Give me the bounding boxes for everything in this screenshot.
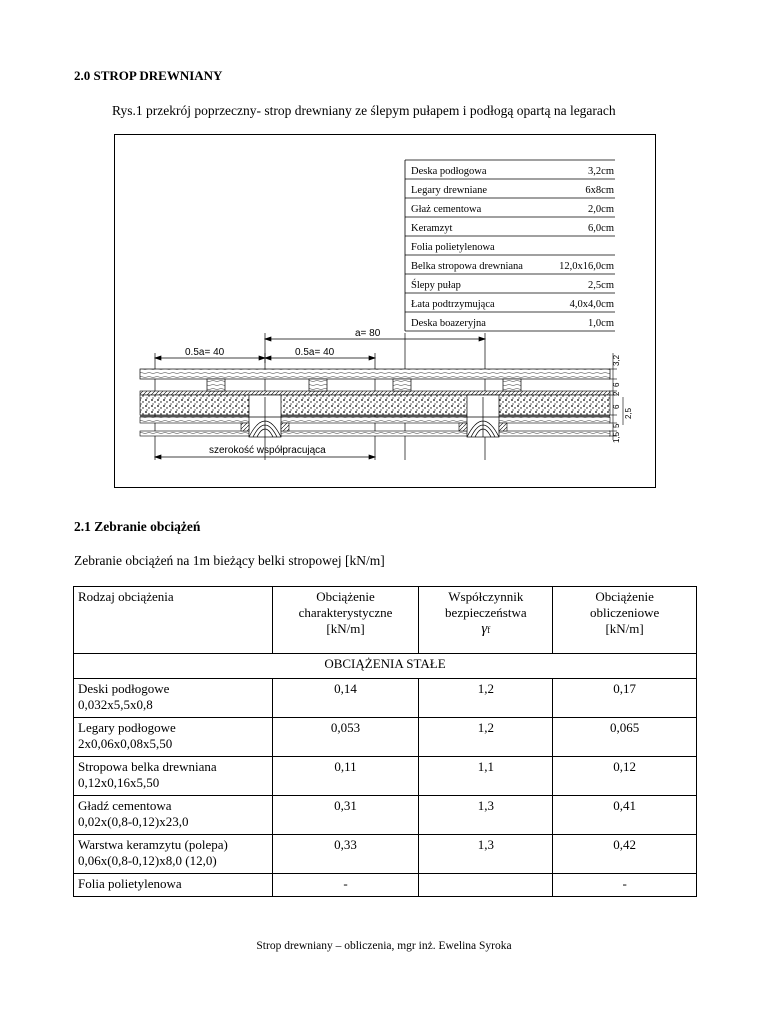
cooperating-width-label: szerokość współpracująca bbox=[209, 445, 326, 456]
joist bbox=[393, 379, 411, 391]
panel-board bbox=[140, 431, 610, 436]
dim-half2-label: 0.5a= 40 bbox=[295, 347, 335, 358]
right-dimension-labels bbox=[612, 354, 633, 443]
characteristic-cell: 0,33 bbox=[272, 835, 419, 874]
layer-name: Ślepy pułap bbox=[411, 280, 461, 291]
design-cell: 0,17 bbox=[553, 679, 697, 718]
layer-table bbox=[405, 160, 615, 331]
section-label: OBCIĄŻENIA STAŁE bbox=[74, 654, 697, 679]
layer-size: 3,2cm bbox=[588, 166, 614, 177]
table-row bbox=[74, 796, 697, 835]
support-batten bbox=[241, 423, 249, 431]
svg-text:1,5: 1,5 bbox=[612, 431, 621, 443]
layer-size: 4,0x4,0cm bbox=[569, 299, 614, 310]
table-row: Folia polietylenowa - - bbox=[74, 874, 697, 897]
table-section-row bbox=[74, 654, 697, 679]
table-row bbox=[74, 679, 697, 718]
characteristic-cell: 0,053 bbox=[272, 718, 419, 757]
header-design: Obciążenie obliczeniowe [kN/m] bbox=[553, 587, 697, 654]
layer-size: 6,0cm bbox=[588, 223, 614, 234]
table-row bbox=[74, 835, 697, 874]
layer-name: Folia polietylenowa bbox=[411, 242, 495, 253]
layer-size: 2,0cm bbox=[588, 204, 614, 215]
design-cell: 0,065 bbox=[553, 718, 697, 757]
loads-table bbox=[73, 586, 697, 897]
load-name-cell: Warstwa keramzytu (polepa) 0,06x(0,8-0,12)x8,0 (12,0) bbox=[74, 835, 273, 874]
layer-name: Legary drewniane bbox=[411, 185, 488, 196]
section2-heading: 2.1 Zebranie obciążeń bbox=[74, 519, 201, 534]
svg-text:2,5: 2,5 bbox=[624, 407, 633, 419]
load-name-cell: Stropowa belka drewniana 0,12x0,16x5,50 bbox=[74, 757, 273, 796]
joist bbox=[309, 379, 327, 391]
timber-beam bbox=[467, 395, 499, 437]
cement-screed bbox=[140, 391, 610, 395]
svg-text:3,2: 3,2 bbox=[612, 354, 621, 366]
gamma-cell: 1,3 bbox=[419, 796, 553, 835]
design-cell: 0,42 bbox=[553, 835, 697, 874]
load-name-cell: Legary podłogowe 2x0,06x0,08x5,50 bbox=[74, 718, 273, 757]
table-row bbox=[74, 718, 697, 757]
header-safety-factor: Współczynnik bezpieczeństwa γf bbox=[419, 587, 553, 654]
svg-text:5: 5 bbox=[612, 423, 621, 428]
timber-beam bbox=[249, 395, 281, 437]
dim-half1-label: 0.5a= 40 bbox=[185, 347, 225, 358]
characteristic-cell: 0,11 bbox=[272, 757, 419, 796]
page-footer: Strop drewniany – obliczenia, mgr inż. Ewelina Syroka bbox=[256, 940, 512, 952]
gamma-cell: 1,3 bbox=[419, 835, 553, 874]
header-load-type: Rodzaj obciążenia bbox=[74, 587, 273, 654]
layer-size: 6x8cm bbox=[585, 185, 614, 196]
floor-board bbox=[140, 369, 610, 379]
characteristic-cell: 0,14 bbox=[272, 679, 419, 718]
section2-caption: Zebranie obciążeń na 1m bieżący belki stropowej [kN/m] bbox=[74, 553, 385, 568]
support-batten bbox=[459, 423, 467, 431]
blind-ceiling bbox=[140, 417, 610, 423]
joist bbox=[503, 379, 521, 391]
table-header-row bbox=[74, 587, 697, 654]
cross-section-figure bbox=[114, 134, 656, 488]
layer-name: Deska boazeryjna bbox=[411, 318, 486, 329]
layer-size: 2,5cm bbox=[588, 280, 614, 291]
svg-text:6: 6 bbox=[612, 382, 621, 387]
design-cell: 0,41 bbox=[553, 796, 697, 835]
header-characteristic: Obciążenie charakterystyczne [kN/m] bbox=[272, 587, 419, 654]
support-batten bbox=[499, 423, 507, 431]
layer-name: Keramzyt bbox=[411, 223, 453, 234]
layer-size: 1,0cm bbox=[588, 318, 614, 329]
layer-name: Głaż cementowa bbox=[411, 204, 482, 215]
gamma-cell: 1,1 bbox=[419, 757, 553, 796]
dim-a-label: a= 80 bbox=[355, 328, 381, 339]
characteristic-cell: 0,31 bbox=[272, 796, 419, 835]
design-cell: 0,12 bbox=[553, 757, 697, 796]
layer-name: Belka stropowa drewniana bbox=[411, 261, 523, 272]
layer-name: Deska podłogowa bbox=[411, 166, 487, 177]
support-batten bbox=[281, 423, 289, 431]
svg-text:2: 2 bbox=[612, 391, 621, 396]
joist bbox=[207, 379, 225, 391]
table-row bbox=[74, 757, 697, 796]
section-heading: 2.0 STROP DREWNIANY bbox=[74, 68, 223, 83]
gamma-cell: 1,2 bbox=[419, 718, 553, 757]
expanded-clay-layer bbox=[140, 395, 610, 415]
layer-name: Łata podtrzymująca bbox=[411, 299, 495, 310]
load-name-cell: Deski podłogowe 0,032x5,5x0,8 bbox=[74, 679, 273, 718]
layer-size: 12,0x16,0cm bbox=[559, 261, 614, 272]
svg-text:6: 6 bbox=[612, 404, 621, 409]
load-name-cell: Gładź cementowa 0,02x(0,8-0,12)x23,0 bbox=[74, 796, 273, 835]
figure-caption: Rys.1 przekrój poprzeczny- strop drewniany ze ślepym pułapem i podłogą opartą na legarach bbox=[112, 103, 616, 118]
gamma-cell: 1,2 bbox=[419, 679, 553, 718]
